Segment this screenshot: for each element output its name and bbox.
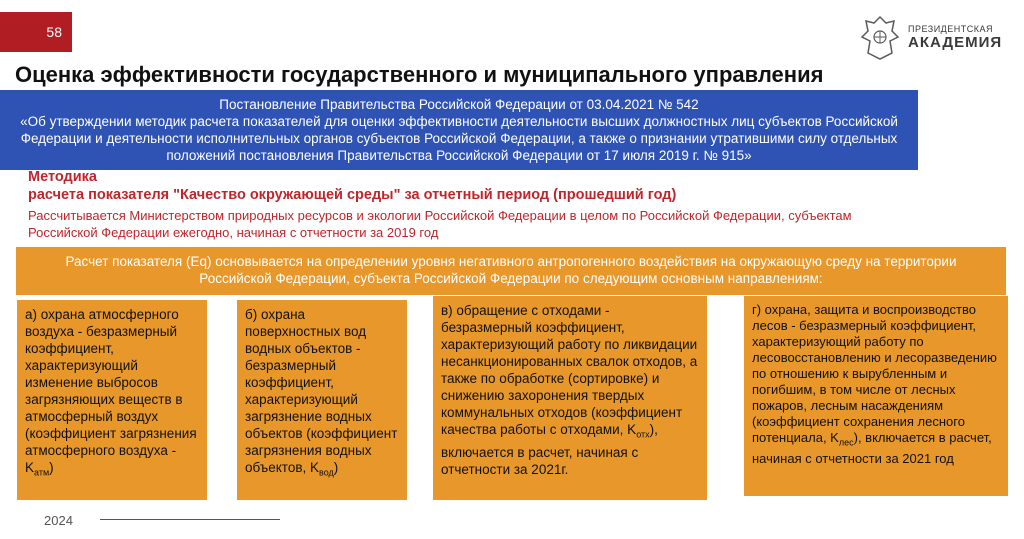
card-water-text: б) охрана поверхностных вод водных объектов - безразмерный коэффициент, характеризующий загрязнение водных объектов (коэффициент загрязнения водных объектов, K (245, 307, 398, 475)
footer-divider (100, 519, 280, 520)
page-title: Оценка эффективности государственного и муниципального управления (15, 62, 824, 87)
card-water-sub: вод (319, 467, 334, 478)
slide-number: 58 (46, 24, 62, 40)
method-description: Рассчитывается Министерством природных ресурсов и экологии Российской Федерации в целом по Российской Федерации, субъектам Российской Федерации ежегодно, начиная с отчетности за 2019 год (28, 208, 852, 240)
card-air-sub: атм (34, 467, 50, 478)
card-air (17, 300, 207, 500)
calculation-banner: Расчет показателя (Eq) основывается на определении уровня негативного антропогенного воздействия на окружающую среду на территории Российской Федерации, субъекта Российской Федерации по следующим основным направлениям: (16, 247, 1006, 295)
card-forest (744, 296, 1008, 496)
decree-box (0, 90, 918, 170)
card-forest-sub: лес (838, 437, 854, 448)
academy-logo (858, 10, 1008, 66)
slide-number-badge (0, 12, 72, 52)
logo-line2: АКАДЕМИЯ (908, 33, 1003, 51)
method-heading: Методика (28, 169, 97, 185)
card-forest-tail: ), включается в расчет, начиная с отчетности за 2021 год (752, 430, 992, 466)
footer-year: 2024 (44, 513, 73, 528)
card-air-text: а) охрана атмосферного воздуха - безразмерный коэффициент, характеризующий изменение выбросов загрязняющих веществ в атмосферный воздух (коэффициент загрязнения атмосферного воздуха - K (25, 307, 197, 475)
eagle-emblem-icon (858, 13, 902, 63)
card-water (237, 300, 407, 500)
card-waste-tail: ), включается в расчет, начиная с отчетности за 2021г. (441, 422, 658, 477)
card-air-tail: ) (49, 460, 54, 475)
method-subheading: расчета показателя "Качество окружающей среды" за отчетный период (прошедший год) (28, 187, 677, 203)
decree-line1: Постановление Правительства Российской Федерации от 03.04.2021 № 542 (219, 97, 699, 112)
method-heading-block (28, 168, 676, 204)
card-water-tail: ) (333, 460, 339, 475)
logo-line1: ПРЕЗИДЕНТСКАЯ (908, 24, 994, 35)
decree-line2: «Об утверждении методик расчета показателей для оценки эффективности деятельности высших должностных лиц субъектов Российской Федерации и деятельности исполнительных органов субъектов Российской Федерации, а также о признании утратившими силу отдельных положений постановления Правительства Российской Федерации от 17 июля 2019 г. № 915» (20, 114, 898, 163)
card-waste (433, 296, 707, 500)
card-waste-sub: отх (636, 429, 650, 440)
card-waste-text: в) обращение с отходами - безразмерный коэффициент, характеризующий работу по ликвидации несанкционированных свалок отходов, а также по обработке (сортировке) и снижению захоронения твердых коммунальных отходов (коэффициент качества работы с отходами, K (441, 303, 698, 437)
card-forest-text: г) охрана, защита и воспроизводство лесов - безразмерный коэффициент, характеризующий работу по лесовосстановлению и лесоразведению по отношению к вырубленным и погибшим, в том числе от лесных пожаров, лесным насаждениям (коэффициент сохранения лесного потенциала, K (752, 302, 997, 445)
